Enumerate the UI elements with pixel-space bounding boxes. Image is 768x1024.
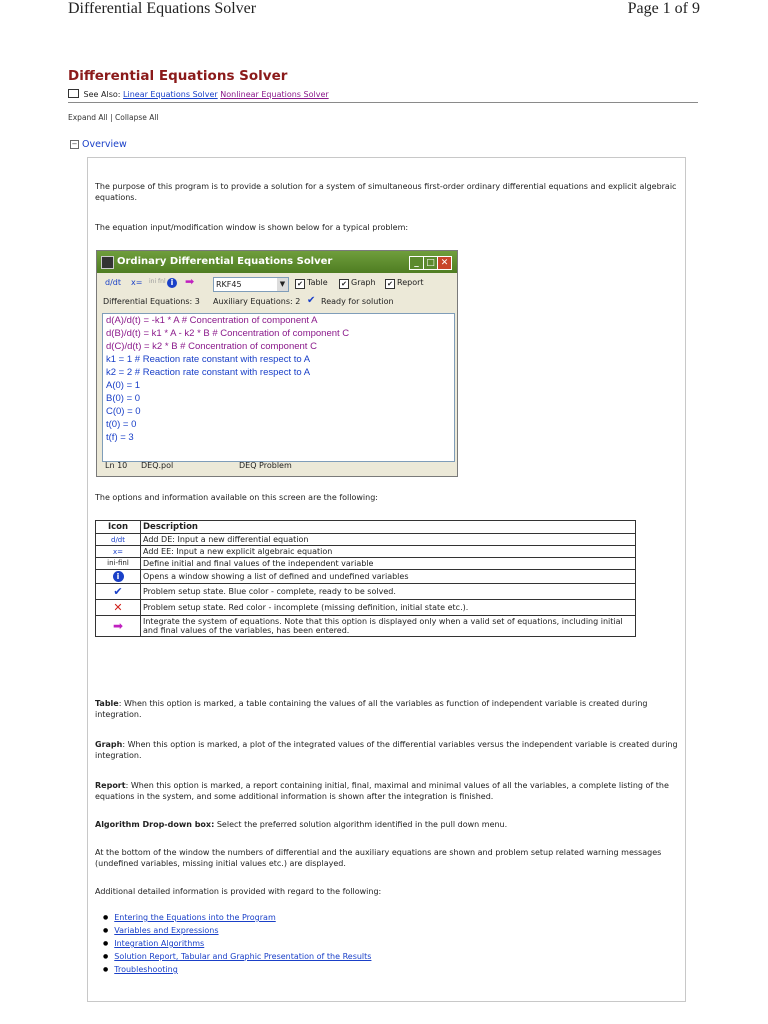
expand-collapse-links[interactable]: Expand All | Collapse All	[68, 113, 159, 122]
add-ee-icon: x=	[96, 546, 141, 558]
graph-option-label: Graph	[95, 740, 123, 749]
add-ee-icon[interactable]: x=	[131, 278, 143, 287]
algorithm-text: Select the preferred solution algorithm identified in the pull down menu.	[214, 820, 508, 829]
list-item	[115, 951, 377, 964]
options-intro-paragraph: The options and information available on this screen are the following:	[95, 493, 378, 502]
equation-editor[interactable]	[102, 313, 455, 462]
table-row	[96, 600, 636, 616]
add-de-icon: d/dt	[96, 534, 141, 546]
overview-toggle[interactable]	[70, 139, 127, 150]
equation-line: B(0) = 0	[106, 393, 141, 404]
table-row	[96, 558, 636, 570]
diff-eq-count: Differential Equations: 3	[103, 297, 200, 306]
check-icon: ✔	[96, 584, 141, 600]
algorithm-label: Algorithm Drop-down box:	[95, 820, 215, 829]
report-option-paragraph	[95, 780, 680, 802]
app-icon	[101, 256, 114, 269]
see-also-label: See Also:	[83, 90, 121, 99]
solver-window-titlebar	[97, 251, 457, 273]
table-cell: Opens a window showing a list of defined and undefined variables	[141, 570, 636, 584]
equation-line: k2 = 2 # Reaction rate constant with respect to A	[106, 367, 311, 378]
solver-window	[96, 250, 458, 477]
icon-table	[95, 520, 636, 637]
algorithm-paragraph	[95, 819, 680, 830]
equation-line: d(B)/d(t) = k1 * A - k2 * B # Concentration of component C	[106, 328, 350, 339]
table-row	[96, 616, 636, 637]
table-option-label: Table	[95, 699, 119, 708]
see-also-bar	[68, 88, 698, 103]
integrate-arrow-icon[interactable]: ➡	[185, 275, 195, 288]
window-intro-paragraph: The equation input/modification window is shown below for a typical problem:	[95, 223, 409, 232]
additional-info-paragraph: Additional detailed information is provided with regard to the following:	[95, 887, 382, 896]
info-icon[interactable]: i	[167, 278, 177, 288]
graph-option-paragraph	[95, 739, 680, 761]
header-icon: Icon	[96, 521, 141, 534]
chevron-down-icon[interactable]: ▼	[277, 278, 288, 291]
integrate-arrow-icon: ➡	[96, 616, 141, 637]
graph-checkbox-label: Graph	[351, 278, 376, 287]
table-checkbox[interactable]: ✔ Table	[295, 278, 328, 289]
ready-status: Ready for solution	[321, 297, 394, 306]
ini-finl-icon: ini-finl	[96, 558, 141, 570]
table-row	[96, 534, 636, 546]
equation-line: C(0) = 0	[106, 406, 141, 417]
info-icon: i	[96, 570, 141, 584]
topic-link[interactable]: Entering the Equations into the Program	[114, 913, 276, 922]
pdf-page-number: Page 1 of 9	[627, 0, 700, 17]
minimize-icon[interactable]: _	[409, 256, 424, 270]
topic-link[interactable]: Variables and Expressions	[114, 926, 219, 935]
algorithm-value: RKF45	[216, 280, 242, 289]
topic-link[interactable]: Troubleshooting	[114, 965, 178, 974]
table-cell: Add EE: Input a new explicit algebraic equation	[141, 546, 636, 558]
table-cell: Define initial and final values of the independent variable	[141, 558, 636, 570]
table-cell: Problem setup state. Blue color - complete, ready to be solved.	[141, 584, 636, 600]
table-row	[96, 546, 636, 558]
topic-link[interactable]: Integration Algorithms	[114, 939, 205, 948]
file-name: DEQ.pol	[141, 461, 174, 470]
close-icon[interactable]: ✕	[437, 256, 452, 270]
ini-finl-icon[interactable]: ini fnl	[149, 278, 166, 285]
overview-label[interactable]: Overview	[82, 139, 127, 150]
aux-eq-count: Auxiliary Equations: 2	[213, 297, 301, 306]
table-cell: Add DE: Input a new differential equation	[141, 534, 636, 546]
add-de-icon[interactable]: d/dt	[105, 278, 121, 287]
table-cell: Problem setup state. Red color - incomplete (missing definition, initial state etc.).	[141, 600, 636, 616]
maximize-icon[interactable]: □	[423, 256, 438, 270]
link-nonlinear-solver[interactable]: Nonlinear Equations Solver	[220, 90, 329, 99]
solver-window-title: Ordinary Differential Equations Solver	[117, 256, 333, 267]
algorithm-dropdown[interactable]	[213, 277, 289, 292]
pdf-header	[68, 0, 700, 22]
collapse-icon[interactable]: −	[71, 140, 78, 148]
graph-checkbox[interactable]: ✔ Graph	[339, 278, 376, 289]
check-icon: ✔	[307, 295, 316, 306]
equation-line: t(f) = 3	[106, 432, 134, 443]
equation-line: d(A)/d(t) = -k1 * A # Concentration of component A	[106, 315, 318, 326]
list-item	[115, 938, 377, 951]
topic-links	[115, 912, 377, 977]
equation-line: d(C)/d(t) = k2 * B # Concentration of component C	[106, 341, 317, 352]
report-checkbox-label: Report	[397, 278, 424, 287]
report-option-text: : When this option is marked, a report containing initial, final, maximal and minimal values of all the variables, a complete listing of the equations in the system, and some additional information is shown after the integration is finished.	[95, 781, 669, 801]
table-cell: Integrate the system of equations. Note that this option is displayed only when a valid set of equations, including initial and final values of the variables, has been entered.	[141, 616, 636, 637]
header-description: Description	[141, 521, 636, 534]
table-row	[96, 584, 636, 600]
report-option-label: Report	[95, 781, 126, 790]
equation-line: k1 = 1 # Reaction rate constant with respect to A	[106, 354, 311, 365]
report-checkbox[interactable]: ✔ Report	[385, 278, 424, 289]
table-checkbox-label: Table	[307, 278, 328, 287]
table-row	[96, 570, 636, 584]
equation-line: t(0) = 0	[106, 419, 137, 430]
problem-name: DEQ Problem	[239, 461, 292, 470]
topic-link[interactable]: Solution Report, Tabular and Graphic Presentation of the Results	[114, 952, 372, 961]
equation-line: A(0) = 1	[106, 380, 141, 391]
table-option-text: : When this option is marked, a table containing the values of all the variables as function of independent variable is created during integration.	[95, 699, 648, 719]
intro-paragraph: The purpose of this program is to provide a solution for a system of simultaneous first-order ordinary differential equations and explicit algebraic equations.	[95, 182, 677, 202]
line-number: Ln 10	[105, 461, 128, 470]
list-item	[115, 964, 377, 977]
table-option-paragraph	[95, 698, 680, 720]
cross-icon: ✕	[96, 600, 141, 616]
solver-toolbar	[101, 276, 453, 294]
graph-option-text: : When this option is marked, a plot of the integrated values of the differential variables versus the independent variable is created during integration.	[95, 740, 678, 760]
link-linear-solver[interactable]: Linear Equations Solver	[123, 90, 218, 99]
table-header-row	[96, 521, 636, 534]
list-item	[115, 912, 377, 925]
home-icon	[68, 89, 79, 98]
window-status-bar	[101, 461, 453, 473]
equation-status-bar	[101, 296, 453, 310]
page-title: Differential Equations Solver	[68, 68, 288, 84]
list-item	[115, 925, 377, 938]
pdf-header-title: Differential Equations Solver	[68, 0, 257, 17]
bottom-info-paragraph: At the bottom of the window the numbers of differential and the auxiliary equations are shown and problem setup related warning messages (undefined variables, missing initial values etc.) are displayed.	[95, 848, 662, 868]
